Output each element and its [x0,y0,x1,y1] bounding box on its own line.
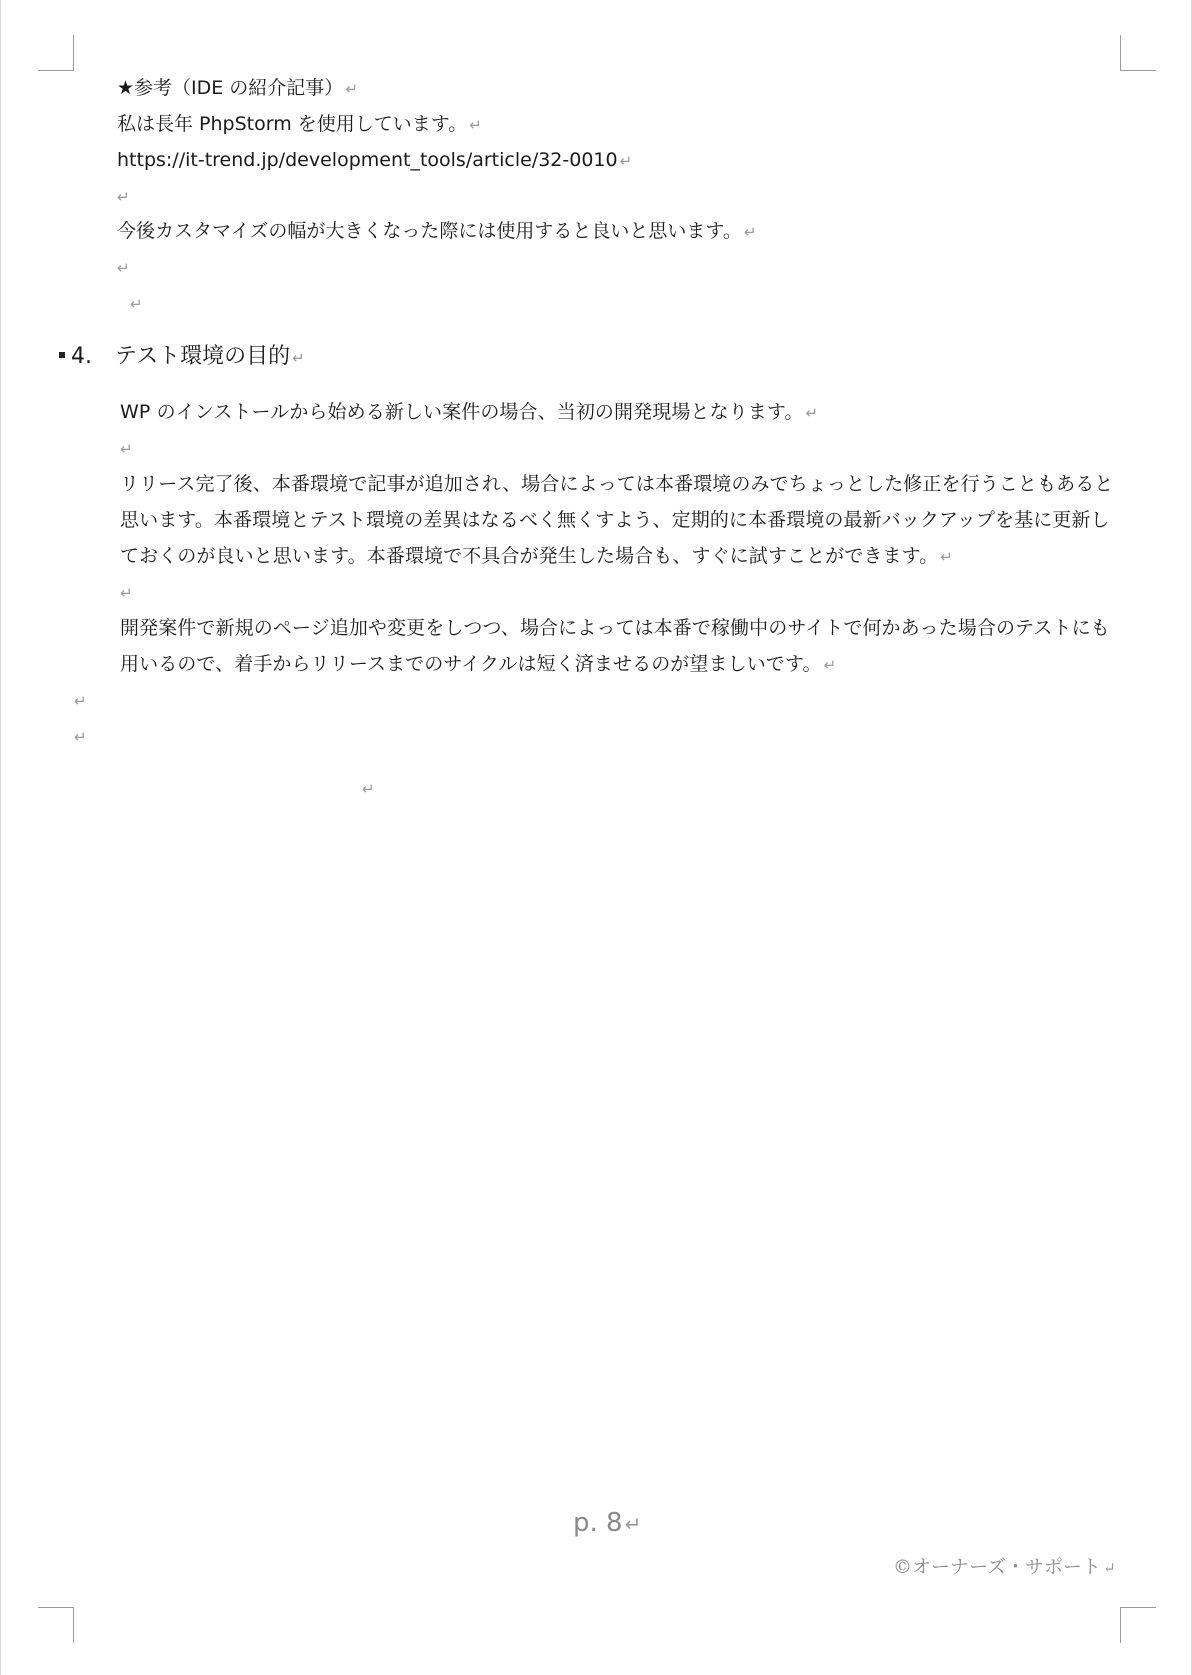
page-number-text: p. 8 [573,1508,623,1538]
phpstorm-text: 私は長年 PhpStorm を使用しています。 [117,113,468,135]
empty-paragraph-mark: ↵ [120,440,133,458]
paragraph-mark: ↵ [1103,1559,1116,1577]
empty-paragraph-mark: ↵ [117,259,130,277]
paragraph-mark: ↵ [940,548,953,566]
paragraph-mark: ↵ [743,223,757,241]
section-heading [59,343,305,372]
crop-mark-bottom-right [1120,1607,1156,1643]
empty-paragraph-mark: ↵ [362,780,375,798]
section-title: テスト環境の目的 [115,344,291,369]
heading-bullet-icon [59,352,65,358]
paragraph-mark: ↵ [292,349,305,367]
paragraph-mark: ↵ [345,80,358,98]
paragraph-release [120,466,1125,575]
reference-heading-line [117,76,358,101]
copyright-text: ©オーナーズ・サポート [893,1556,1102,1578]
crop-mark-bottom-left [38,1607,74,1643]
reference-heading-text: ★参考（IDE の紹介記事） [117,77,344,99]
paragraph-mark: ↵ [469,116,482,134]
crop-mark-top-left [38,35,74,71]
paragraph-mark: ↵ [624,1512,642,1536]
reference-url-link[interactable]: https://it-trend.jp/development_tools/article/32-0010 [117,149,618,171]
reference-url-line [117,148,632,173]
empty-paragraph-mark: ↵ [130,295,143,313]
crop-mark-top-right [1120,35,1156,71]
paragraph-release-text: リリース完了後、本番環境で記事が追加され、場合によっては本番環境のみでちょっとした修正を行うこともあると思います。本番環境とテスト環境の差異はなるべく無くすよう、定期的に本番環境の最新バックアップを基に更新しておくのが良いと思います。本番環境で不具合が発生した場合も、すぐに試すことができます。 [120,473,1114,567]
empty-paragraph-mark: ↵ [74,692,87,710]
page-number [573,1508,641,1538]
empty-paragraph-mark: ↵ [120,584,133,602]
paragraph-cycle-text: 開発案件で新規のページ追加や変更をしつつ、場合によっては本番で稼働中のサイトで何かあった場合のテストにも用いるので、着手からリリースまでのサイクルは短く済ませるのが望ましいです。 [120,617,1110,675]
paragraph-intro [120,394,1125,431]
paragraph-mark: ↵ [805,404,819,422]
customize-text: 今後カスタマイズの幅が大きくなった際には使用すると良いと思います。 [117,220,742,242]
empty-paragraph-mark: ↵ [117,188,130,206]
section-number: 4. [71,344,92,369]
paragraph-mark: ↵ [823,656,837,674]
empty-paragraph-mark: ↵ [74,728,87,746]
customize-line [117,219,757,244]
phpstorm-line [117,112,482,137]
paragraph-intro-text: WP のインストールから始める新しい案件の場合、当初の開発現場となります。 [120,401,804,423]
paragraph-cycle [120,610,1125,683]
footer-copyright [893,1552,1116,1579]
paragraph-mark: ↵ [619,152,633,170]
